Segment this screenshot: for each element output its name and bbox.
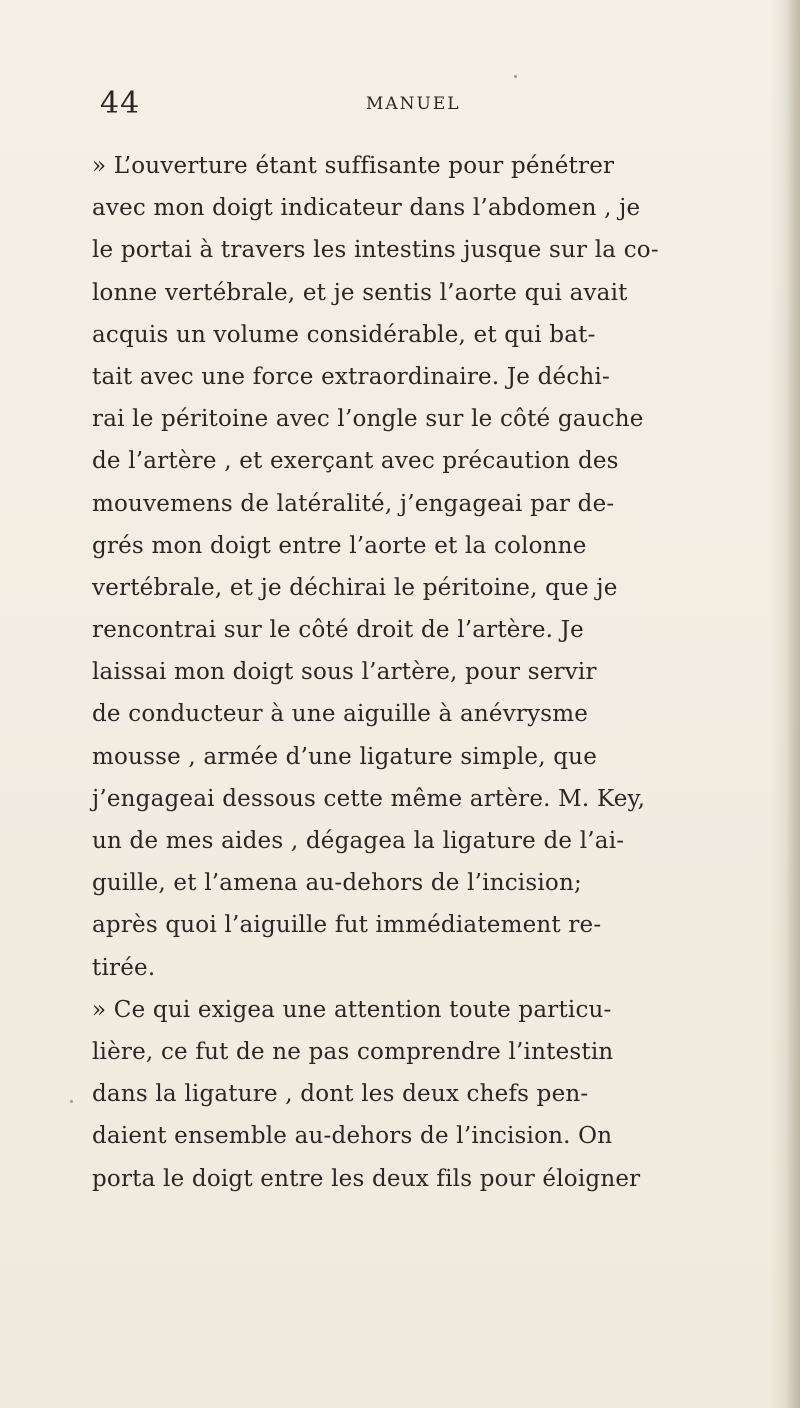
text-line: mouvemens de latéralité, j’engageai par de- xyxy=(92,490,615,517)
text-line: tirée. xyxy=(92,954,156,981)
text-line: lonne vertébrale, et je sentis l’aorte qui avait xyxy=(92,279,628,306)
text-line: lière, ce fut de ne pas comprendre l’intestin xyxy=(92,1038,614,1065)
text-line: tait avec une force extraordinaire. Je déchi- xyxy=(92,363,610,390)
text-line: guille, et l’amena au-dehors de l’incision; xyxy=(92,870,582,897)
body-text xyxy=(92,145,782,1200)
text-line: vertébrale, et je déchirai le péritoine, que je xyxy=(92,574,618,601)
text-line: » L’ouverture étant suffisante pour pénétrer xyxy=(92,153,615,179)
text-line: le portai à travers les intestins jusque sur la co- xyxy=(92,237,659,264)
text-line: » Ce qui exigea une attention toute particu- xyxy=(92,996,612,1023)
text-line: rencontrai sur le côté droit de l’artère. Je xyxy=(92,617,584,644)
running-head: MANUEL xyxy=(366,94,461,114)
text-line: grés mon doigt entre l’aorte et la colonne xyxy=(92,532,587,559)
page-edge-shadow xyxy=(786,0,800,1408)
text-line: mousse , armée d’une ligature simple, que xyxy=(92,743,598,770)
text-line: un de mes aides , dégagea la ligature de l’ai- xyxy=(92,828,625,854)
text-line: de conducteur à une aiguille à anévrysme xyxy=(92,701,589,728)
text-line: avec mon doigt indicateur dans l’abdomen , je xyxy=(92,195,641,222)
text-line: après quoi l’aiguille fut immédiatement re- xyxy=(92,912,602,939)
paper-speck xyxy=(514,75,517,78)
text-line: acquis un volume considérable, et qui bat- xyxy=(92,321,596,348)
text-line: rai le péritoine avec l’ongle sur le côté gauche xyxy=(92,406,644,433)
text-line: porta le doigt entre les deux fils pour éloigner xyxy=(92,1165,641,1192)
paper-speck xyxy=(70,1100,73,1103)
text-line: j’engageai dessous cette même artère. M. Key, xyxy=(92,785,646,812)
text-line: laissai mon doigt sous l’artère, pour servir xyxy=(92,659,597,686)
text-line: de l’artère , et exerçant avec précaution des xyxy=(92,448,619,475)
page-number: 44 xyxy=(100,86,141,121)
text-line: daient ensemble au-dehors de l’incision. On xyxy=(92,1123,613,1150)
text-line: dans la ligature , dont les deux chefs pen- xyxy=(92,1081,589,1108)
